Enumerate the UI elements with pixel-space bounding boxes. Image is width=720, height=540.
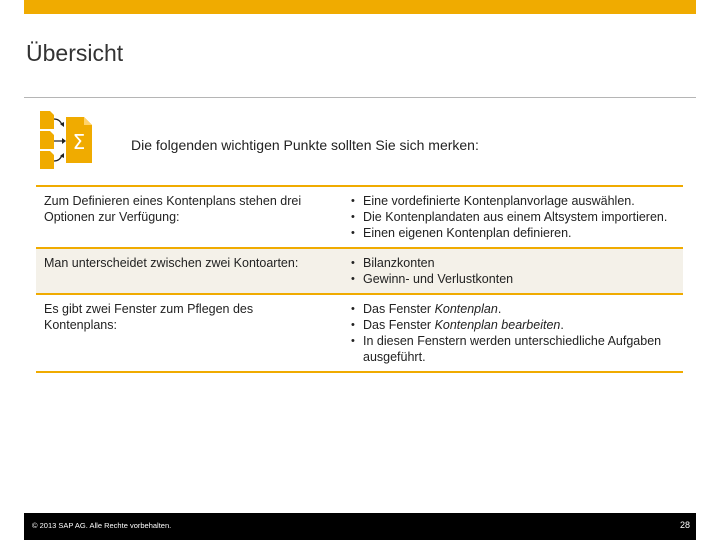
key-points-table	[36, 185, 683, 373]
bullet-list	[348, 301, 675, 365]
bullet-list	[348, 255, 675, 287]
page-title: Übersicht	[26, 40, 124, 66]
list-item: • Einen eigenen Kontenplan definieren.	[348, 225, 675, 241]
list-item: • Gewinn- und Verlustkonten	[348, 271, 675, 287]
documents-sum-icon	[40, 107, 104, 171]
table-row	[36, 294, 683, 372]
list-item: • Bilanzkonten	[348, 255, 675, 271]
bullet-list	[348, 193, 675, 241]
title-divider	[24, 97, 696, 98]
intro-text: Die folgenden wichtigen Punkte sollten Sie sich merken:	[131, 137, 479, 153]
list-item: • In diesen Fenstern werden unterschiedliche Aufgaben ausgeführt.	[348, 333, 675, 365]
row-description: Es gibt zwei Fenster zum Pflegen des Kontenplans:	[44, 302, 254, 332]
copyright-text: © 2013 SAP AG. Alle Rechte vorbehalten.	[32, 521, 172, 530]
table-row	[36, 186, 683, 248]
table-row	[36, 248, 683, 294]
row-description: Man unterscheidet zwischen zwei Kontoarten:	[36, 248, 336, 294]
footer-bar	[24, 513, 696, 540]
row-description: Zum Definieren eines Kontenplans stehen drei Optionen zur Verfügung:	[44, 194, 302, 224]
list-item: • Die Kontenplandaten aus einem Altsystem importieren.	[348, 209, 675, 225]
list-item: • Das Fenster Kontenplan bearbeiten.	[348, 317, 675, 333]
list-item: • Eine vordefinierte Kontenplanvorlage auswählen.	[348, 193, 675, 209]
list-item: • Das Fenster Kontenplan.	[348, 301, 675, 317]
page-number: 28	[679, 520, 690, 530]
svg-text:Σ: Σ	[72, 130, 86, 154]
top-accent-bar	[24, 0, 696, 14]
